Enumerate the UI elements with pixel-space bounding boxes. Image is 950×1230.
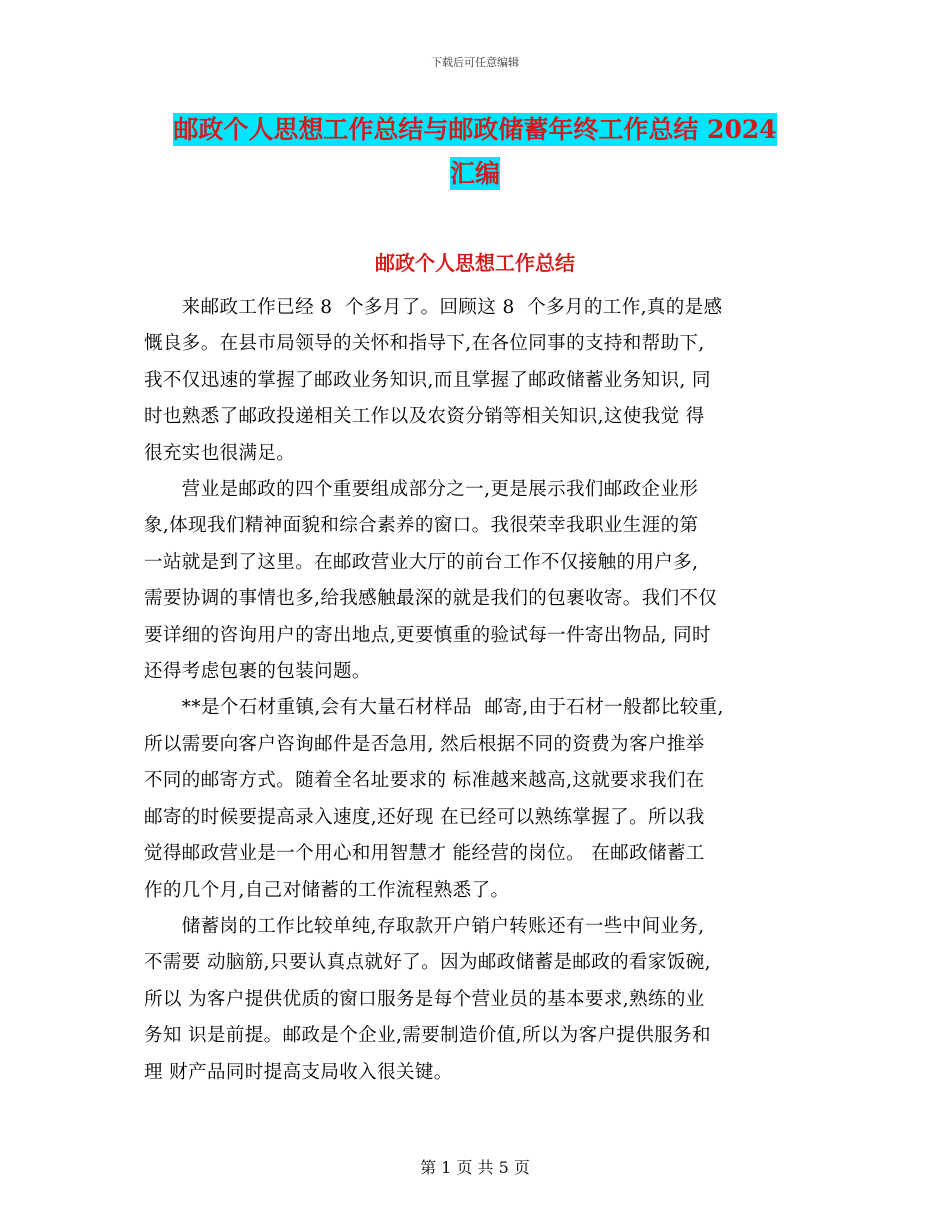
text-line: 不需要 动脑筋,只要认真点就好了。因为邮政储蓄是邮政的看家饭碗, bbox=[144, 952, 711, 974]
text-line: 还得考虑包裹的包装问题。 bbox=[144, 661, 371, 683]
title-line-1: 邮政个人思想工作总结与邮政储蓄年终工作总结 2024 bbox=[173, 115, 777, 144]
text-line: 要详细的咨询用户的寄出地点,更要慎重的验试每一件寄出物品, 同时 bbox=[144, 624, 711, 646]
text-line: 不同的邮寄方式。随着全名址要求的 标准越来越高,这就要求我们在 bbox=[144, 770, 705, 792]
text-line: 作的几个月,自己对储蓄的工作流程熟悉了。 bbox=[144, 879, 510, 901]
paragraph bbox=[144, 290, 810, 472]
text-line: 理 财产品同时提高支局收入很关键。 bbox=[144, 1061, 453, 1083]
text-line: 很充实也很满足。 bbox=[144, 442, 296, 464]
text-line: 储蓄岗的工作比较单纯,存取款开户销户转账还有一些中间业务, bbox=[144, 915, 705, 937]
paragraph bbox=[144, 690, 810, 908]
body-text bbox=[144, 290, 810, 1091]
document-title bbox=[0, 108, 950, 196]
header-note: 下载后可任意编辑 bbox=[431, 56, 519, 69]
title-line-2: 汇编 bbox=[449, 159, 500, 188]
text-line: 务知 识是前提。邮政是个企业,需要制造价值,所以为客户提供服务和 bbox=[144, 1025, 711, 1047]
text-line: 象,体现我们精神面貌和综合素养的窗口。我很荣幸我职业生涯的第 bbox=[144, 515, 699, 537]
section-title: 邮政个人思想工作总结 bbox=[375, 251, 575, 275]
text-line: **是个石材重镇,会有大量石材样品 邮寄,由于石材一般都比较重, bbox=[144, 697, 724, 719]
paragraph bbox=[144, 472, 810, 690]
text-line: 营业是邮政的四个重要组成部分之一,更是展示我们邮政企业形 bbox=[144, 479, 699, 501]
text-line: 觉得邮政营业是一个用心和用智慧才 能经营的岗位。 在邮政储蓄工 bbox=[144, 843, 705, 865]
text-line: 慨良多。在县市局领导的关怀和指导下,在各位同事的支持和帮助下, bbox=[144, 333, 705, 355]
text-line: 时也熟悉了邮政投递相关工作以及农资分销等相关知识,这使我觉 得 bbox=[144, 406, 705, 428]
text-line: 所以需要向客户咨询邮件是否急用, 然后根据不同的资费为客户推举 bbox=[144, 733, 705, 755]
paragraph bbox=[144, 909, 810, 1091]
text-line: 邮寄的时候要提高录入速度,还好现 在已经可以熟练掌握了。所以我 bbox=[144, 806, 705, 828]
text-line: 我不仅迅速的掌握了邮政业务知识,而且掌握了邮政储蓄业务知识, 同 bbox=[144, 369, 711, 391]
text-line: 需要协调的事情也多,给我感触最深的就是我们的包裹收寄。我们不仅 bbox=[144, 588, 718, 610]
page-footer: 第 1 页 共 5 页 bbox=[420, 1158, 530, 1177]
text-line: 所以 为客户提供优质的窗口服务是每个营业员的基本要求,熟练的业 bbox=[144, 988, 705, 1010]
text-line: 来邮政工作已经 8 个多月了。回顾这 8 个多月的工作,真的是感 bbox=[144, 297, 723, 318]
text-line: 一站就是到了这里。在邮政营业大厅的前台工作不仅接触的用户多, bbox=[144, 551, 699, 573]
